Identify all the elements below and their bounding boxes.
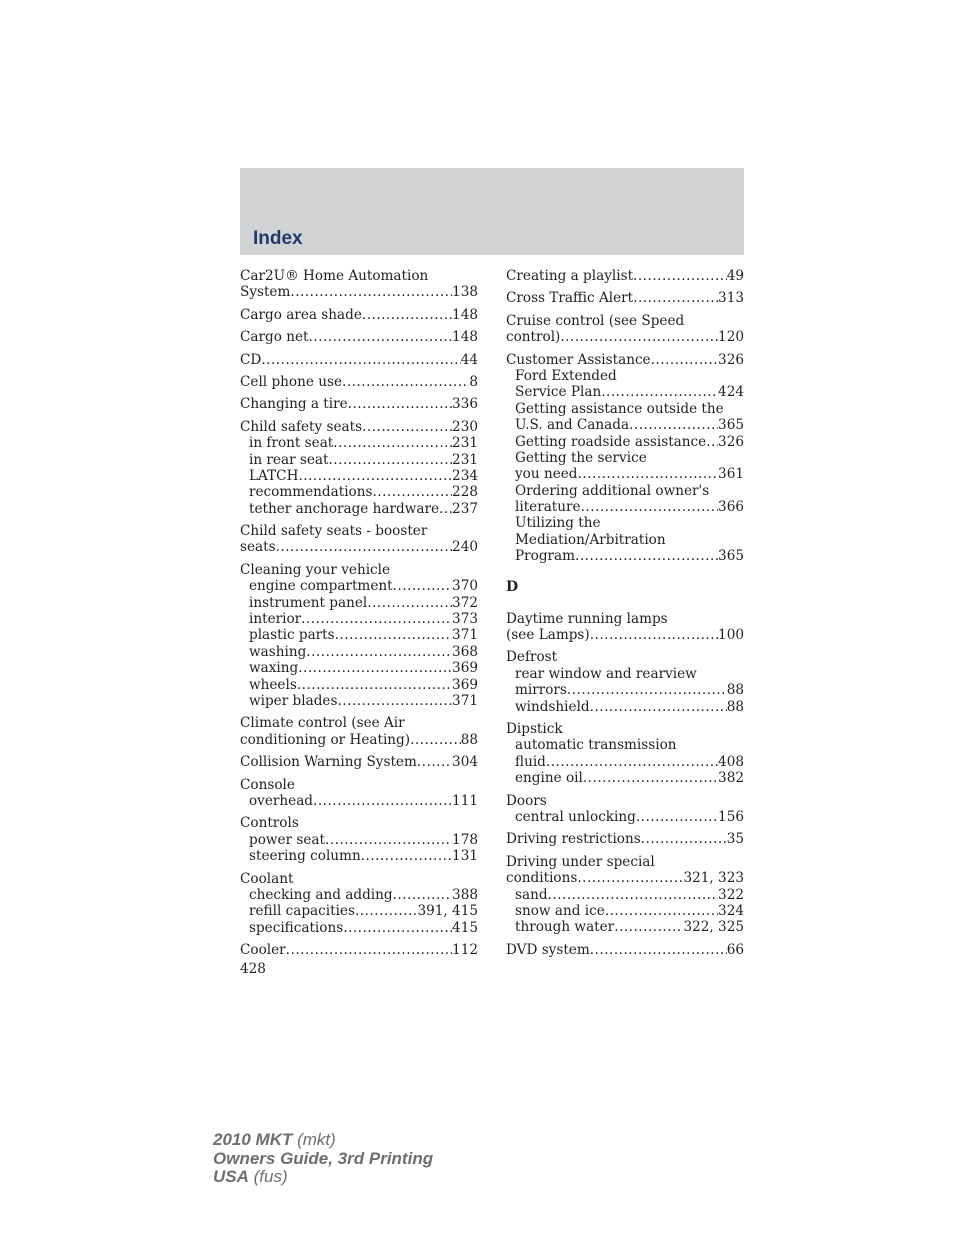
index-subentry <box>506 532 744 548</box>
entry-text: Cross Traffic Alert <box>506 290 634 307</box>
index-entry <box>240 777 478 810</box>
index-entry <box>240 815 478 864</box>
index-entry <box>506 611 744 644</box>
index-subentry <box>240 660 478 676</box>
index-entry <box>506 942 744 958</box>
index-subentry <box>240 832 478 848</box>
dot-leader <box>308 329 452 345</box>
entry-text: conditions <box>506 870 578 887</box>
entry-text: Car2U® Home Automation <box>240 268 429 284</box>
dot-leader <box>706 434 718 450</box>
index-entry <box>240 307 478 323</box>
entry-text: CD <box>240 351 262 368</box>
dot-leader <box>590 627 718 643</box>
index-subentry <box>506 754 744 770</box>
entry-text: snow and ice <box>515 902 605 919</box>
dot-leader <box>601 384 718 400</box>
entry-text: overhead <box>249 792 314 809</box>
entry-text: Cruise control (see Speed <box>506 312 685 329</box>
index-entry <box>240 329 478 345</box>
entry-text: literature <box>515 499 581 516</box>
entry-text: System <box>240 284 291 301</box>
entry-page: 336 <box>452 396 478 413</box>
dot-leader <box>342 374 469 390</box>
index-subentry <box>506 682 744 698</box>
entry-text: Service Plan <box>515 384 602 401</box>
dot-leader <box>651 352 718 368</box>
index-subentry <box>506 809 744 825</box>
entry-page: 148 <box>452 329 478 346</box>
dot-leader <box>328 452 452 468</box>
entry-text: recommendations <box>249 484 373 501</box>
index-entry-line <box>240 307 478 323</box>
index-entry <box>506 793 744 826</box>
footer-line-2: Owners Guide, 3rd Printing <box>213 1148 434 1168</box>
index-entry-line <box>506 721 744 737</box>
dot-leader <box>297 677 452 693</box>
index-group-c-continued <box>506 268 744 565</box>
dot-leader <box>567 682 727 698</box>
dot-leader <box>367 595 452 611</box>
index-subentry <box>506 903 744 919</box>
entry-text: Dipstick <box>506 720 563 737</box>
entry-page: 44 <box>460 351 478 368</box>
entry-page: 326 <box>718 433 744 450</box>
entry-text: mirrors <box>515 682 567 699</box>
section-letter: D <box>506 578 519 595</box>
index-entry <box>506 352 744 565</box>
dot-leader <box>577 870 683 886</box>
index-entry-line <box>506 313 744 329</box>
index-subentry <box>506 368 744 384</box>
index-subentry <box>240 611 478 627</box>
entry-page: 112 <box>452 942 478 959</box>
index-entry-line <box>240 754 478 770</box>
index-entry-line <box>240 419 478 435</box>
dot-leader <box>641 831 727 847</box>
entry-text: (see Lamps) <box>506 627 590 644</box>
index-column-right <box>506 268 744 964</box>
index-entry-line <box>240 539 478 555</box>
entry-text: Getting assistance outside the <box>515 400 724 417</box>
entry-page: 148 <box>452 306 478 323</box>
entry-text: power seat <box>249 831 325 848</box>
entry-page: 120 <box>718 329 744 346</box>
entry-text: central unlocking <box>515 808 636 825</box>
entry-text: Child safety seats - booster <box>240 523 428 540</box>
index-entry-line <box>506 611 744 627</box>
header-band <box>240 168 744 255</box>
entry-text: Cargo area shade <box>240 306 362 323</box>
entry-page: 373 <box>452 611 478 628</box>
entry-page: 369 <box>452 676 478 693</box>
index-entry <box>240 715 478 748</box>
dot-leader <box>633 290 718 306</box>
index-subentry <box>240 848 478 864</box>
dot-leader <box>578 466 719 482</box>
entry-text: Utilizing the <box>515 515 601 532</box>
entry-text: steering column <box>249 848 361 865</box>
dot-leader <box>417 754 452 770</box>
dot-leader <box>362 307 452 323</box>
entry-page: 304 <box>452 754 478 771</box>
entry-text: Customer Assistance <box>506 351 651 368</box>
footer <box>213 1131 433 1187</box>
entry-text: control) <box>506 329 561 346</box>
entry-text: Collision Warning System <box>240 754 417 771</box>
index-entry-line <box>240 871 478 887</box>
dot-leader <box>298 660 452 676</box>
entry-text: in front seat <box>249 435 334 452</box>
index-entry-line <box>506 268 744 284</box>
entry-page: 228 <box>452 484 478 501</box>
entry-page: 231 <box>452 435 478 452</box>
index-subentry <box>506 417 744 433</box>
index-entry <box>240 374 478 390</box>
index-entry <box>240 942 478 958</box>
dot-leader <box>393 578 452 594</box>
index-entry <box>506 313 744 346</box>
entry-page: 424 <box>718 384 744 401</box>
index-entry-line <box>506 793 744 809</box>
entry-text: Getting roadside assistance <box>515 433 707 450</box>
entry-text: rear window and rearview <box>515 665 697 682</box>
entry-text: Child safety seats <box>240 418 363 435</box>
dot-leader <box>261 352 460 368</box>
entry-page: 371 <box>452 692 478 709</box>
entry-page: 35 <box>726 831 744 848</box>
footer-line-3: USA (fus) <box>213 1167 288 1186</box>
entry-page: 391, 415 <box>417 903 478 920</box>
index-entry-line <box>506 352 744 368</box>
index-column-left <box>240 268 478 964</box>
index-entry <box>506 831 744 847</box>
index-subentry <box>506 666 744 682</box>
dot-leader <box>343 920 452 936</box>
entry-page: 408 <box>718 753 744 770</box>
dot-leader <box>276 539 452 555</box>
dot-leader <box>337 693 452 709</box>
dot-leader <box>548 887 719 903</box>
index-entry-line <box>240 732 478 748</box>
entry-text: through water <box>515 919 615 936</box>
index-subentry <box>240 920 478 936</box>
index-subentry <box>240 793 478 809</box>
entry-page: 322 <box>718 886 744 903</box>
entry-text: interior <box>249 611 302 628</box>
index-entry-line <box>506 290 744 306</box>
index-entry-line <box>240 284 478 300</box>
entry-text: Ford Extended <box>515 367 617 384</box>
index-entry-line <box>240 329 478 345</box>
index-entry-line <box>240 942 478 958</box>
dot-leader <box>333 435 452 451</box>
entry-text: plastic parts <box>249 627 335 644</box>
entry-page: 326 <box>718 351 744 368</box>
entry-text: Cell phone use <box>240 373 342 390</box>
index-entry-line <box>240 268 478 284</box>
index-subentry <box>240 452 478 468</box>
entry-text: Controls <box>240 815 299 832</box>
entry-text: automatic transmission <box>515 737 677 754</box>
index-subentry <box>506 466 744 482</box>
index-subentry <box>240 644 478 660</box>
index-subentry <box>506 699 744 715</box>
index-entry <box>506 721 744 787</box>
dot-leader <box>393 887 452 903</box>
entry-text: Driving restrictions <box>506 831 641 848</box>
entry-page: 240 <box>452 539 478 556</box>
index-entry <box>240 562 478 710</box>
dot-leader <box>633 268 727 284</box>
index-subentry <box>240 887 478 903</box>
index-subentry <box>240 595 478 611</box>
dot-leader <box>361 848 452 864</box>
dot-leader <box>590 942 727 958</box>
entry-page: 388 <box>452 886 478 903</box>
entry-text: washing <box>249 643 307 660</box>
index-subentry <box>506 919 744 935</box>
index-subentry <box>240 468 478 484</box>
entry-text: seats <box>240 539 276 556</box>
entry-page: 230 <box>452 418 478 435</box>
entry-text: instrument panel <box>249 594 368 611</box>
dot-leader <box>629 417 718 433</box>
entry-page: 156 <box>718 808 744 825</box>
index-entry-line <box>240 777 478 793</box>
entry-page: 66 <box>726 941 744 958</box>
index-subentry <box>240 435 478 451</box>
index-subentry <box>506 515 744 531</box>
index-subentry <box>506 548 744 564</box>
entry-text: conditioning or Heating) <box>240 731 411 748</box>
entry-text: Creating a playlist <box>506 268 634 284</box>
index-entry <box>240 268 478 301</box>
index-subentry <box>240 484 478 500</box>
index-subentry <box>240 578 478 594</box>
entry-text: specifications <box>249 919 344 936</box>
index-entry <box>240 871 478 937</box>
entry-page: 361 <box>718 466 744 483</box>
entry-text: Mediation/Arbitration <box>515 531 666 548</box>
entry-page: 49 <box>726 268 744 284</box>
entry-page: 100 <box>718 627 744 644</box>
entry-page: 371 <box>452 627 478 644</box>
index-entry-line <box>506 627 744 643</box>
index-entry-line <box>506 854 744 870</box>
entry-page: 88 <box>460 731 478 748</box>
entry-page: 370 <box>452 578 478 595</box>
dot-leader <box>325 832 452 848</box>
entry-text: Cargo net <box>240 329 309 346</box>
dot-leader <box>301 611 452 627</box>
entry-page: 231 <box>452 451 478 468</box>
index-subentry <box>506 737 744 753</box>
entry-text: Cooler <box>240 942 286 959</box>
index-subentry <box>240 693 478 709</box>
dot-leader <box>290 284 452 300</box>
index-entry <box>240 419 478 517</box>
entry-page: 368 <box>452 643 478 660</box>
entry-text: Program <box>515 548 576 565</box>
index-entry-line <box>240 352 478 368</box>
dot-leader <box>306 644 452 660</box>
entry-text: Getting the service <box>515 449 647 466</box>
entry-text: LATCH <box>249 467 299 484</box>
entry-text: waxing <box>249 660 299 677</box>
index-subentry <box>506 401 744 417</box>
entry-page: 313 <box>718 290 744 307</box>
dot-leader <box>439 501 452 517</box>
index-entry-line <box>506 870 744 886</box>
entry-text: Daytime running lamps <box>506 610 668 627</box>
index-entry <box>240 396 478 412</box>
entry-text: tether anchorage hardware <box>249 500 440 517</box>
entry-text: Changing a tire <box>240 396 348 413</box>
dot-leader <box>546 754 718 770</box>
index-entry <box>506 268 744 284</box>
entry-page: 138 <box>452 284 478 301</box>
index-entry-line <box>240 715 478 731</box>
entry-page: 324 <box>718 902 744 919</box>
dot-leader <box>355 903 418 919</box>
entry-text: in rear seat <box>249 451 329 468</box>
index-entry <box>240 523 478 556</box>
index-subentry <box>240 627 478 643</box>
dot-leader <box>410 732 461 748</box>
entry-page: 322, 325 <box>683 919 744 936</box>
entry-page: 321, 323 <box>683 870 744 887</box>
entry-text: wheels <box>249 676 297 693</box>
entry-text: sand <box>515 886 548 903</box>
dot-leader <box>560 329 718 345</box>
entry-text: Ordering additional owner's <box>515 482 710 499</box>
entry-page: 111 <box>452 792 478 809</box>
index-entry-line <box>240 523 478 539</box>
dot-leader <box>313 793 452 809</box>
entry-page: 178 <box>452 831 478 848</box>
entry-text: Climate control (see Air <box>240 715 405 732</box>
index-entry <box>240 352 478 368</box>
entry-text: wiper blades <box>249 692 338 709</box>
dot-leader <box>362 419 452 435</box>
entry-text: windshield <box>515 698 590 715</box>
index-subentry <box>506 499 744 515</box>
dot-leader <box>590 699 727 715</box>
dot-leader <box>348 396 452 412</box>
entry-text: engine oil <box>515 770 583 787</box>
entry-text: Driving under special <box>506 853 655 870</box>
dot-leader <box>335 627 452 643</box>
dot-leader <box>581 499 718 515</box>
dot-leader <box>583 770 718 786</box>
page-title: Index <box>253 228 303 249</box>
index-subentry <box>506 450 744 466</box>
page-number: 428 <box>240 961 266 977</box>
index-subentry <box>506 770 744 786</box>
index-entry-line <box>506 942 744 958</box>
index-subentry <box>240 501 478 517</box>
index-group-d <box>506 611 744 958</box>
index-entry-line <box>240 562 478 578</box>
entry-text: U.S. and Canada <box>515 417 630 434</box>
entry-text: DVD system <box>506 941 590 958</box>
entry-text: fluid <box>515 753 546 770</box>
entry-page: 369 <box>452 660 478 677</box>
dot-leader <box>298 468 452 484</box>
index-entry-line <box>506 649 744 665</box>
entry-page: 365 <box>718 417 744 434</box>
entry-page: 382 <box>718 770 744 787</box>
entry-page: 237 <box>452 500 478 517</box>
dot-leader <box>286 942 452 958</box>
entry-text: engine compartment <box>249 578 393 595</box>
entry-text: Console <box>240 776 295 793</box>
index-subentry <box>506 887 744 903</box>
index-subentry <box>240 677 478 693</box>
entry-page: 415 <box>452 919 478 936</box>
footer-line-1: 2010 MKT (mkt) <box>213 1130 336 1149</box>
index-entry-line <box>240 396 478 412</box>
index-subentry <box>506 483 744 499</box>
entry-page: 131 <box>452 848 478 865</box>
entry-page: 8 <box>469 373 478 390</box>
entry-page: 234 <box>452 467 478 484</box>
index-entry <box>506 854 744 936</box>
entry-text: Coolant <box>240 870 294 887</box>
dot-leader <box>372 484 452 500</box>
entry-text: checking and adding <box>249 886 393 903</box>
index-subentry <box>506 434 744 450</box>
entry-page: 365 <box>718 548 744 565</box>
entry-text: Defrost <box>506 649 558 666</box>
index-subentry <box>240 903 478 919</box>
dot-leader <box>614 919 683 935</box>
dot-leader <box>605 903 718 919</box>
index-entry-line <box>240 815 478 831</box>
entry-text: Cleaning your vehicle <box>240 561 391 578</box>
dot-leader <box>575 548 718 564</box>
entry-page: 88 <box>726 682 744 699</box>
index-entry-line <box>506 831 744 847</box>
entry-text: refill capacities <box>249 903 355 920</box>
index-entry-line <box>506 329 744 345</box>
entry-page: 372 <box>452 594 478 611</box>
index-entry <box>240 754 478 770</box>
entry-text: Doors <box>506 792 547 809</box>
index-subentry <box>506 384 744 400</box>
entry-page: 88 <box>726 698 744 715</box>
dot-leader <box>636 809 718 825</box>
index-entry-line <box>240 374 478 390</box>
entry-text: you need <box>515 466 578 483</box>
index-entry <box>506 649 744 715</box>
index-entry <box>506 290 744 306</box>
entry-page: 366 <box>718 499 744 516</box>
